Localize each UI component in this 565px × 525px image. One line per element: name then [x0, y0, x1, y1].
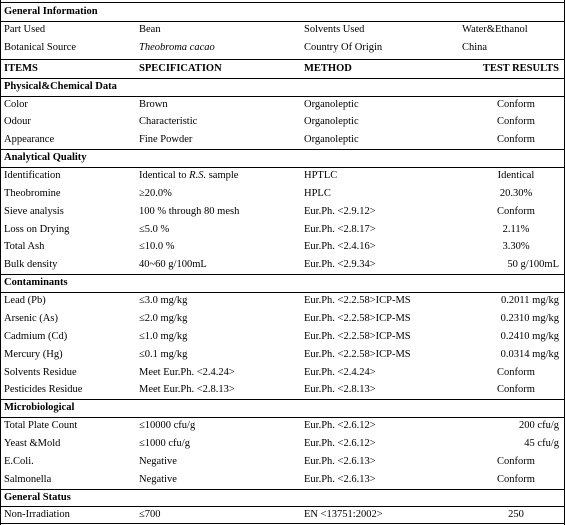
- table-row: [0, 96, 565, 114]
- item-name: Salmonella: [4, 474, 52, 485]
- analytical-title: Analytical Quality: [4, 152, 87, 163]
- item-name: Total Ash: [4, 241, 45, 252]
- item-method: Eur.Ph. <2.8.17>: [304, 224, 376, 235]
- column-header-row: [0, 60, 565, 78]
- section-title-row: [0, 274, 565, 292]
- item-result: 2.11%: [502, 224, 530, 235]
- item-spec: Meet Eur.Ph. <2.4.24>: [139, 367, 235, 378]
- table-row: [0, 453, 565, 471]
- part-used-value: Bean: [139, 24, 161, 35]
- table-row: [0, 381, 565, 399]
- table-row: [0, 185, 565, 203]
- item-spec: Brown: [139, 99, 168, 110]
- botanical-value: Theobroma cacao: [139, 42, 215, 53]
- item-name: Appearance: [4, 134, 55, 145]
- section-title-row: [0, 149, 565, 167]
- item-spec: Identical to R.S. sample: [139, 170, 239, 181]
- item-result: 3.30%: [502, 241, 530, 252]
- section-title-row: [0, 399, 565, 417]
- table-row: [0, 310, 565, 328]
- item-spec: 100 % through 80 mesh: [139, 206, 240, 217]
- item-method: HPLC: [304, 188, 331, 199]
- item-name: Pesticides Residue: [4, 384, 83, 395]
- item-name: Odour: [4, 116, 31, 127]
- item-spec: Characteristic: [139, 116, 198, 127]
- item-method: HPTLC: [304, 170, 338, 181]
- item-spec: ≤10.0 %: [139, 241, 175, 252]
- contaminants-title: Contaminants: [4, 277, 68, 288]
- bottom-border: [0, 523, 565, 524]
- item-method: Eur.Ph. <2.4.24>: [304, 367, 376, 378]
- general-row-1: [0, 21, 565, 39]
- item-result: 250: [508, 509, 524, 520]
- table-row: [0, 417, 565, 435]
- col-specification: SPECIFICATION: [139, 63, 222, 74]
- table-row: [0, 346, 565, 364]
- item-method: Eur.Ph. <2.2.58>ICP-MS: [304, 331, 411, 342]
- item-result: 200 cfu/g: [519, 420, 559, 431]
- col-test-results: TEST RESULTS: [482, 63, 559, 74]
- item-name: Solvents Residue: [4, 367, 77, 378]
- item-name: Sieve analysis: [4, 206, 64, 217]
- item-name: Theobromine: [4, 188, 61, 199]
- general-title-row: [0, 3, 565, 21]
- item-result: Conform: [497, 384, 535, 395]
- item-method: Organoleptic: [304, 134, 359, 145]
- item-spec: ≤1.0 mg/kg: [139, 331, 188, 342]
- item-spec: Fine Powder: [139, 134, 193, 145]
- item-name: Non-Irradiation: [4, 509, 70, 520]
- table-row: [0, 167, 565, 185]
- item-result: Conform: [497, 474, 535, 485]
- status-title: General Status: [4, 492, 71, 503]
- botanical-label: Botanical Source: [4, 42, 77, 53]
- item-result: 0.2410 mg/kg: [500, 331, 559, 342]
- item-method: Eur.Ph. <2.6.13>: [304, 474, 376, 485]
- item-spec: ≤2.0 mg/kg: [139, 313, 188, 324]
- item-name: Identification: [4, 170, 61, 181]
- table-row: [0, 364, 565, 382]
- item-name: Arsenic (As): [4, 313, 58, 324]
- item-method: Eur.Ph. <2.4.16>: [304, 241, 376, 252]
- section-title-row: [0, 489, 565, 507]
- item-spec: ≤700: [139, 509, 161, 520]
- item-method: Eur.Ph. <2.2.58>ICP-MS: [304, 295, 411, 306]
- item-result: Conform: [497, 367, 535, 378]
- item-result: 0.0314 mg/kg: [500, 349, 559, 360]
- item-result: 20.30%: [499, 188, 533, 199]
- table-row: [0, 238, 565, 256]
- item-method: Eur.Ph. <2.2.58>ICP-MS: [304, 313, 411, 324]
- item-method: Eur.Ph. <2.2.58>ICP-MS: [304, 349, 411, 360]
- item-method: Eur.Ph. <2.9.12>: [304, 206, 376, 217]
- item-name: Lead (Pb): [4, 295, 46, 306]
- item-method: Eur.Ph. <2.6.12>: [304, 420, 376, 431]
- item-result: Identical: [497, 170, 535, 181]
- item-spec: 40~60 g/100mL: [139, 259, 207, 270]
- item-name: Cadmium (Cd): [4, 331, 68, 342]
- item-result: 0.2011 mg/kg: [501, 295, 559, 306]
- item-spec: ≤5.0 %: [139, 224, 170, 235]
- item-spec: Negative: [139, 456, 177, 467]
- col-method: METHOD: [304, 63, 352, 74]
- item-spec: ≤1000 cfu/g: [139, 438, 190, 449]
- item-result: Conform: [497, 116, 535, 127]
- section-title-row: [0, 78, 565, 96]
- origin-label: Country Of Origin: [304, 42, 383, 53]
- table-row: [0, 435, 565, 453]
- general-row-2: [0, 39, 565, 57]
- general-title: General Information: [4, 6, 98, 17]
- item-method: Eur.Ph. <2.8.13>: [304, 384, 376, 395]
- item-spec: Negative: [139, 474, 177, 485]
- item-result: Conform: [497, 99, 535, 110]
- item-result: 45 cfu/g: [524, 438, 559, 449]
- micro-title: Microbiological: [4, 402, 75, 413]
- item-name: E.Coli.: [4, 456, 34, 467]
- item-result: Conform: [497, 206, 535, 217]
- table-row: [0, 131, 565, 149]
- item-result: 50 g/100mL: [507, 259, 559, 270]
- table-row: [0, 328, 565, 346]
- item-spec: Meet Eur.Ph. <2.8.13>: [139, 384, 235, 395]
- table-row: [0, 471, 565, 489]
- table-row: [0, 203, 565, 221]
- physical-title: Physical&Chemical Data: [4, 81, 117, 92]
- table-row: [0, 256, 565, 274]
- item-method: Organoleptic: [304, 116, 359, 127]
- origin-value: China: [462, 42, 488, 53]
- item-spec: ≤10000 cfu/g: [139, 420, 196, 431]
- table-row: [0, 221, 565, 239]
- item-spec: ≤0.1 mg/kg: [139, 349, 188, 360]
- item-method: EN <13751:2002>: [304, 509, 383, 520]
- solvents-label: Solvents Used: [304, 24, 365, 35]
- item-result: Conform: [497, 134, 535, 145]
- item-method: Eur.Ph. <2.6.12>: [304, 438, 376, 449]
- item-result: 0.2310 mg/kg: [500, 313, 559, 324]
- solvents-value: Water&Ethanol: [462, 24, 528, 35]
- item-result: Conform: [497, 456, 535, 467]
- table-row: [0, 113, 565, 131]
- item-name: Color: [4, 99, 28, 110]
- item-name: Loss on Drying: [4, 224, 70, 235]
- item-name: Bulk density: [4, 259, 58, 270]
- item-spec: ≤3.0 mg/kg: [139, 295, 188, 306]
- col-items: ITEMS: [4, 63, 38, 74]
- table-row: [0, 292, 565, 310]
- item-method: Organoleptic: [304, 99, 359, 110]
- item-name: Mercury (Hg): [4, 349, 63, 360]
- item-method: Eur.Ph. <2.9.34>: [304, 259, 376, 270]
- part-used-label: Part Used: [4, 24, 46, 35]
- item-name: Total Plate Count: [4, 420, 78, 431]
- item-spec: ≥20.0%: [139, 188, 172, 199]
- item-method: Eur.Ph. <2.6.13>: [304, 456, 376, 467]
- item-name: Yeast &Mold: [4, 438, 61, 449]
- table-row: [0, 506, 565, 524]
